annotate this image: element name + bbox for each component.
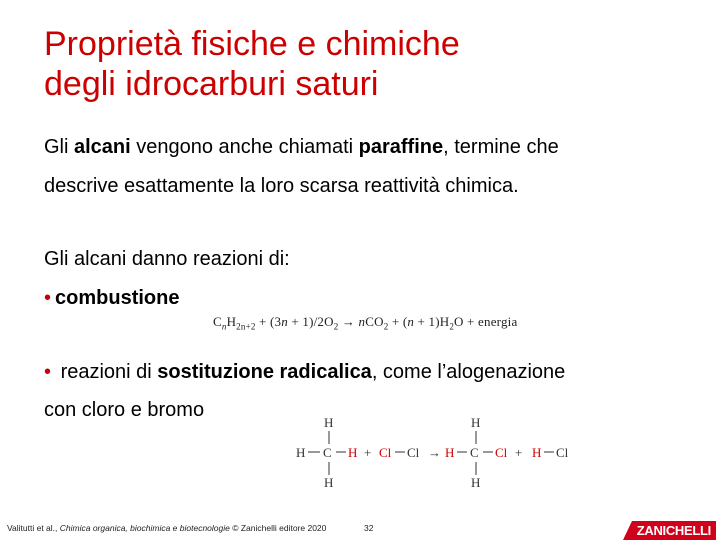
formula-h-bottom-left: H	[324, 475, 334, 490]
bullet-substitution-line-2: con cloro e bromo	[44, 399, 205, 421]
formula-h-red: H	[532, 445, 542, 460]
footer-citation: Valitutti et al., Chimica organica, biochimica e biotecnologie © Zanichelli editore 2020	[7, 523, 327, 533]
formula-cl-red: Cl	[495, 445, 508, 460]
term-sostituzione-radicalica: sostituzione radicalica	[157, 361, 372, 383]
formula-h-red: H	[445, 445, 455, 460]
formula-arrow: →	[428, 445, 441, 460]
title-line-2: degli idrocarburi saturi	[44, 65, 379, 103]
zanichelli-logo	[588, 521, 716, 540]
slide-title	[44, 24, 460, 104]
formula-c: C	[470, 445, 479, 460]
formula-cl: Cl	[407, 445, 420, 460]
intro-line-1	[44, 135, 559, 159]
term-alcani: alcani	[74, 136, 131, 158]
page-number: 32	[364, 523, 374, 533]
formula-h-red: H	[348, 445, 358, 460]
bullet-substitution: • reazioni di sostituzione radicalica, come l’alogenazione	[44, 361, 566, 383]
intro-line-2: descrive esattamente la loro scarsa reattività chimica.	[44, 175, 519, 197]
reactions-heading: Gli alcani danno reazioni di:	[44, 248, 290, 270]
formula-plus: +	[515, 445, 523, 460]
title-line-1: Proprietà fisiche e chimiche	[44, 25, 460, 63]
term-paraffine: paraffine	[358, 136, 444, 158]
formula-cl: Cl	[556, 445, 569, 460]
combustion-formula: $C_nH_{2n+2} + (3n + 1)/2O_2 \to nCO_2 + (n + 1)H_2O$ + energia	[213, 314, 518, 332]
bullet-icon: •	[44, 287, 52, 309]
intro-text: , termine che	[443, 136, 559, 158]
intro-text: Gli	[44, 136, 74, 158]
bullet-combustion	[44, 286, 179, 310]
formula-h-top-left: H	[324, 415, 334, 430]
formula-h-bottom-right: H	[471, 475, 481, 490]
logo-accent-shape	[623, 521, 632, 540]
bullet-combustion-label: combustione	[55, 287, 180, 309]
intro-text: vengono anche chiamati	[130, 136, 359, 158]
logo-text: ZANICHELLI	[632, 521, 716, 540]
formula-plus: +	[364, 445, 372, 460]
formula-h: H	[296, 445, 306, 460]
substitution-reaction-diagram	[290, 412, 580, 492]
bullet-icon: •	[44, 361, 52, 383]
formula-c: C	[323, 445, 332, 460]
formula-h-top-right: H	[471, 415, 481, 430]
formula-cl-red: Cl	[379, 445, 392, 460]
